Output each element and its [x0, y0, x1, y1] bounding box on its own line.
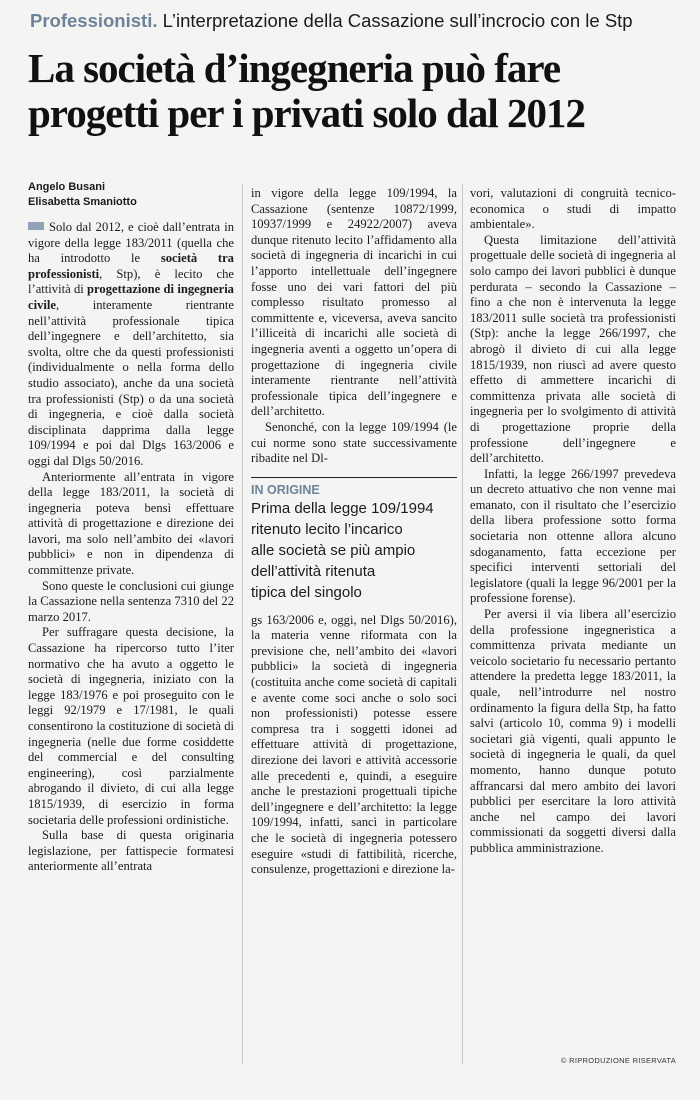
copyright-notice: © RIPRODUZIONE RISERVATA [560, 1056, 676, 1065]
paragraph: Per aversi il via libera all’esercizio della professione ingegneristica a committenza privata mediante un veicolo societario fu necessario pertanto attendere la predetta legge 183/2011, la quale, nell’introdurre nel nostro ordinamento la figura della Stp, ha fatto salvi (articolo 10, comma 9) i modelli societari già vigenti, quali appunto le società di ingegneria le quali, da quel momento, hanno dunque potuto affrancarsi dal mero ambito dei lavori pubblici per esercitare la loro attività anche nel campo dei lavori commissionati da soggetti diversi dalla pubblica amministrazione. [470, 607, 676, 855]
paragraph: gs 163/2006 e, oggi, nel Dlgs 50/2016), la materia venne riformata con la previsione che, nell’ambito dei «lavori pubblici» la società di ingegneria (costituita anche come società di capitali e avente come soci anche o solo soci non professionisti) potesse essere compresa tra i soggetti idonei ad effettuare attività di progettazione, direzione dei lavori e attività accessorie alle precedenti e, quindi, a eseguire anche le prestazioni progettuali tipiche dell’ingegnere e dell’architetto: la legge 109/1994, infatti, sancì in particolare che le società di ingegneria potessero eseguire «studi di fattibilità, ricerche, consulenze, progettazioni e direzione la- [251, 612, 457, 877]
paragraph: Per suffragare questa decisione, la Cassazione ha ripercorso tutto l’iter normativo che ha avuto a oggetto le società di ingegneria, iniziato con la legge 183/1976 e poi proseguito con le leggi 92/1979 e 17/1981, le quali consentirono la costituzione di società di ingegneria (nelle due forme cosiddette del commercial e del consulting engineering), così parzialmente abrogando il divieto, di cui alla legge 1815/1939, di esercizio in forma societaria delle professioni ordinistiche. [28, 625, 234, 827]
paragraph: Sono queste le conclusioni cui giunge la Cassazione nella sentenza 7310 del 22 marzo 2017. [28, 578, 234, 624]
paragraph: Solo dal 2012, e cioè dall’entrata in vigore della legge 183/2011 (quella che ha introdotto le società tra professionisti, Stp), è lecito che l’attività di progettazione di ingegneria civile, interamente rientrante nell’attività professionale tipica dell’ingegnere e dell’architetto, sia svolta, oltre che da questi professionisti (individualmente o nella forma dello studio associato), anche da una società tra professionisti (Stp) o da una società di ingegneria, e cioè dalla società disciplinata dapprima dalla legge 109/1994 e poi dal Dlgs 163/2006 e oggi dal Dlgs 50/2016. [28, 220, 234, 468]
box-text: Prima della legge 109/1994 ritenuto lecito l’incarico alle società se più ampio dell’attività ritenuta tipica del singolo [251, 499, 434, 601]
kicker [30, 8, 680, 34]
headline-line-1: La società d’ingegneria può fare [28, 45, 561, 91]
byline [28, 180, 248, 210]
sidebar-box [251, 477, 457, 603]
column-rule-2 [462, 184, 463, 1064]
article-column-2 [251, 186, 457, 878]
lead-square-icon [28, 222, 44, 230]
article-column-1 [28, 220, 234, 875]
paragraph: Senonché, con la legge 109/1994 (le cui norme sono state successivamente ribadite nel Dl- [251, 419, 457, 466]
author-1: Angelo Busani [28, 181, 106, 193]
paragraph: Questa limitazione dell’attività progettuale delle società di ingegneria al solo campo dei lavori pubblici è dunque perdurata – secondo la Cassazione – fino a che non è intervenuta la legge 183/2011 sulle società tra professionisti (Stp): anche la legge 266/1997, che abrogò il divieto di cui alla legge 1815/1939, non riuscì ad avere questo effetto di ammettere incarichi di committenza privata alle società di ingegneria per lo svolgimento di attività di progettazione proprie della professione dell’ingegnere e dell’architetto. [470, 232, 676, 466]
paragraph: Sulla base di questa originaria legislazione, per fattispecie formatesi anteriormente all’entrata [28, 828, 234, 874]
section-label: Professionisti. [30, 10, 158, 31]
kicker-text: L’interpretazione della Cassazione sull’incrocio con le Stp [162, 10, 633, 31]
paragraph: vori, valutazioni di congruità tecnico-economica o studi di impatto ambientale». [470, 186, 676, 232]
box-title: IN ORIGINE [251, 482, 320, 497]
author-2: Elisabetta Smaniotto [28, 196, 137, 208]
paragraph: Infatti, la legge 266/1997 prevedeva un decreto attuativo che non venne mai emanato, con il risultato che l’esercizio della libera professione sotto forma societaria non ottenne allora alcuno sdoganamento, fatta eccezione per specifici interventi settoriali del legislatore (quali la legge 96/2001 per la professione forense). [470, 466, 676, 606]
column-rule-1 [242, 184, 243, 1064]
headline-line-2: progetti per i privati solo dal 2012 [28, 90, 585, 136]
paragraph: in vigore della legge 109/1994, la Cassazione (sentenze 10872/1999, 10937/1999 e 24922/2007) aveva dunque ritenuto lecito l’affidamento alla società di ingegneria di incarichi in cui l’apporto intellettuale dell’ingegnere fosse uno dei vari fattori del più complesso risultato promesso al committente e, viceversa, aveva sancito l’illiceità di incarichi alle società di ingegneria aventi a oggetto un’opera di progettazione di ingegneria civile interamente rientrante nell’attività professionale tipica dell’ingegnere e dell’architetto. [251, 186, 457, 419]
paragraph: Anteriormente all’entrata in vigore della legge 183/2011, la società di ingegneria poteva bensì effettuare attività di progettazione e direzione dei lavori, ma solo nell’ambito dei «lavori pubblici» e non in dipendenza di committenze private. [28, 469, 234, 578]
headline [28, 46, 688, 136]
article-column-3 [470, 186, 676, 857]
